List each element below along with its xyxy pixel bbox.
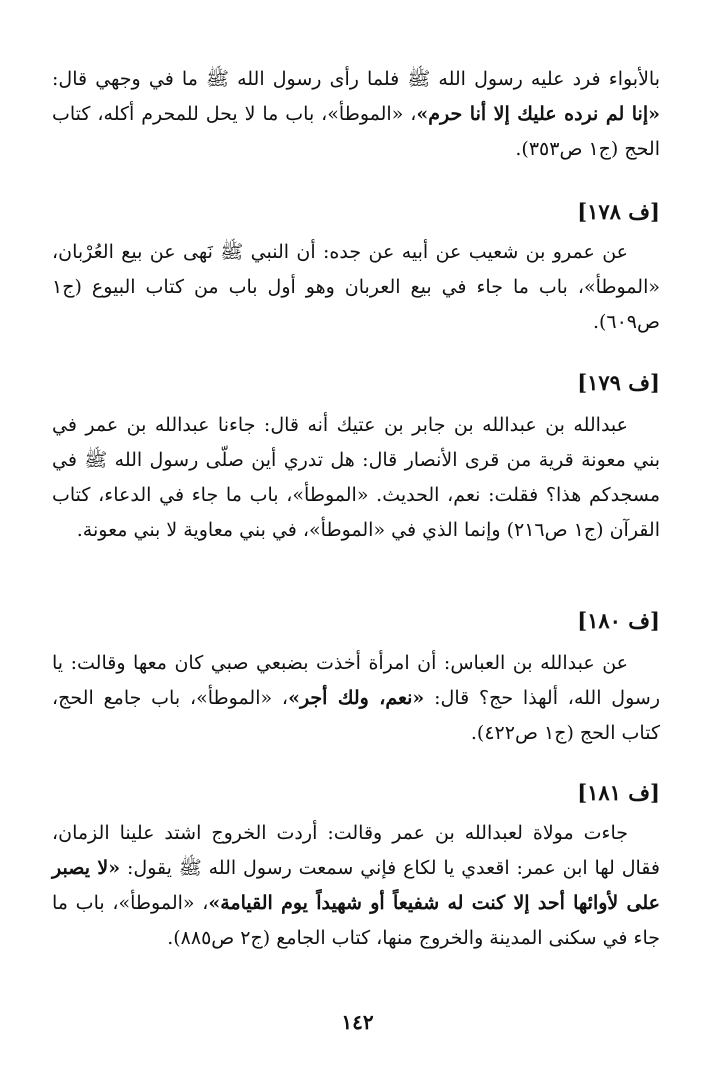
section-heading-180: [ف ١٨٠] — [577, 608, 660, 633]
section-text-before: جاءت مولاة لعبدالله بن عمر وقالت: أردت الخروج اشتد علينا الزمان، فقال لها ابن عمر: اقعدي يا لكاع فإني سمعت رسول الله ﷺ يقول: — [52, 822, 660, 879]
section-text-after: ، «الموطأ»، باب ما جاء في سكنى المدينة والخروج منها، كتاب الجامع (ج٢ ص٨٨٥). — [52, 892, 660, 949]
section-quote: «نعم، ولك أجر» — [288, 687, 425, 709]
section-paragraph — [52, 816, 660, 956]
section-text-181 — [52, 816, 660, 956]
intro-text: بالأبواء فرد عليه رسول الله ﷺ فلما رأى رسول الله ﷺ ما في وجهي قال: — [52, 68, 660, 90]
section-quote: «لا يصبر على لأوائها أحد إلا كنت له شفيعاً أو شهيداً يوم القيامة» — [52, 857, 661, 914]
intro-citation: ، «الموطأ»، باب ما لا يحل للمحرم أكله، كتاب الحج (ج١ ص٣٥٣). — [52, 103, 660, 160]
section-heading-181: [ف ١٨١] — [577, 780, 660, 805]
section-text-178 — [52, 235, 660, 340]
section-text-179 — [52, 408, 660, 548]
page-number: ١٤٢ — [341, 1010, 374, 1034]
section-text-after: ، «الموطأ»، باب جامع الحج، كتاب الحج (ج١ ص٤٢٢). — [52, 687, 660, 744]
section-text-180 — [52, 646, 660, 751]
section-paragraph: عن عمرو بن شعيب عن أبيه عن جده: أن النبي ﷺ نَهى عن بيع العُرْبان، «الموطأ»، باب ما جاء في بيع العربان وهو أول باب من كتاب البيوع (ج١ ص٦٠٩). — [52, 241, 660, 333]
section-text-before: عن عبدالله بن العباس: أن امرأة أخذت بضبعي صبي كان معها وقالت: يا رسول الله، ألهذا حج؟ قال: — [52, 652, 661, 709]
section-heading-179: [ف ١٧٩] — [577, 370, 660, 395]
section-heading-178: [ف ١٧٨] — [577, 199, 660, 224]
section-paragraph: عبدالله بن عبدالله بن جابر بن عتيك أنه قال: جاءنا عبدالله بن عمر في بني معونة قرية من قرى الأنصار قال: هل تدري أين صلّى رسول الله ﷺ في مسجدكم هذا؟ فقلت: نعم، الحديث. «الموطأ»، باب ما جاء في الدعاء، كتاب القرآن (ج١ ص٢١٦) وإنما الذي في «الموطأ»، في بني معاوية لا بني معونة. — [52, 414, 660, 541]
intro-paragraph — [52, 62, 660, 167]
section-paragraph — [52, 646, 660, 751]
intro-quote: «إنا لم نرده عليك إلا أنا حرم» — [416, 103, 660, 125]
